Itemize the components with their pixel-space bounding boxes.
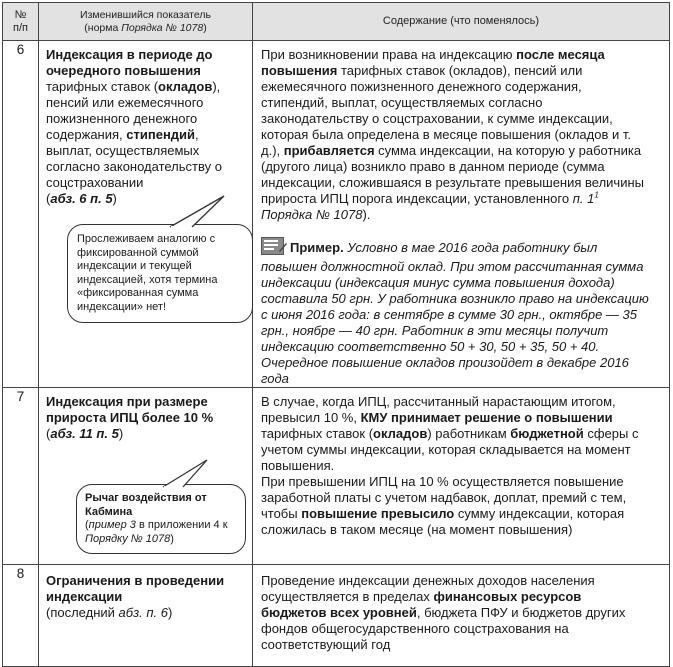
content-ref: п. 1 bbox=[572, 191, 595, 206]
indicator-bold-title: Индексация в периоде до очередного повышения bbox=[46, 47, 213, 78]
analogy-callout bbox=[67, 224, 253, 323]
content-text-part: , бюджета ПФУ и бюджетов других фондов общегосударственного соцстрахования на соответствующий год bbox=[261, 605, 626, 652]
row-content bbox=[253, 41, 670, 388]
callout-text: Прослеживаем аналогию с фиксированной суммой индексации и текущей индексацией, хотя термина «фиксированная сумма индексации» нет! bbox=[77, 233, 218, 313]
callout-bold-text: Рычаг воздействия от Кабмина bbox=[85, 492, 207, 518]
example-block bbox=[261, 237, 651, 387]
content-bold-part: финансовых ресурсов бюджетов всех уровней bbox=[261, 589, 582, 620]
header-indicator bbox=[39, 3, 253, 41]
row-content bbox=[253, 565, 670, 667]
content-text-part: При превышении ИПЦ на 10 % осуществляется повышение заработной платы с учетом надбавок, доплат, премий с тем, чтобы bbox=[261, 474, 627, 521]
ref-paren: ( bbox=[46, 191, 51, 206]
callout-tail bbox=[161, 458, 211, 488]
indicator-text-part: ) bbox=[167, 605, 173, 620]
table-row bbox=[3, 565, 670, 667]
content-bold-part: прибавляется bbox=[283, 143, 375, 158]
content-bold-part: после месяца повышения bbox=[261, 47, 605, 78]
indicator-text-part: (последний bbox=[46, 605, 119, 620]
header-indicator-line2 bbox=[43, 22, 248, 35]
content-text-part: ). bbox=[362, 207, 371, 222]
content-ref-sup: 1 bbox=[594, 190, 599, 200]
indicator-text-part: тарифных ставок ( bbox=[46, 79, 159, 94]
indicator-text-part: ), пенсий или ежемесячного пожизненного денежного содержания, bbox=[46, 79, 221, 142]
content-text-part: сумму индексации, которая сложилась в таком месяце (на момент повышения) bbox=[261, 506, 625, 537]
header-indicator-line1: Изменившийся показатель bbox=[80, 8, 211, 21]
callout-italic-part: Порядку № 1078 bbox=[85, 532, 171, 545]
indicator-bold-title: Ограничения в проведении индексации bbox=[46, 573, 225, 604]
content-text-part: Проведение индексации денежных доходов населения осуществляется в пределах bbox=[261, 573, 595, 604]
content-bold-part: КМУ принимает решение о повышении bbox=[360, 410, 613, 425]
indicator-text bbox=[46, 47, 242, 207]
table-row bbox=[3, 41, 670, 388]
row-content bbox=[253, 388, 670, 565]
ref-paren: ( bbox=[46, 426, 51, 441]
indicator-bold-title: Индексация при размере прироста ИПЦ более 10 % bbox=[46, 394, 214, 425]
header-num-line1: № bbox=[14, 8, 27, 21]
content-text-part: тарифных ставок ( bbox=[261, 426, 374, 441]
callout-text-part: ( bbox=[85, 519, 89, 531]
content-paragraph bbox=[261, 573, 641, 653]
row-indicator bbox=[39, 565, 253, 667]
indicator-ref: абз. 11 п. 5 bbox=[50, 426, 119, 441]
content-text-part: При возникновении права на индексацию bbox=[261, 47, 517, 62]
content-paragraph bbox=[261, 47, 651, 223]
callout-italic-part: пример 3 bbox=[88, 519, 136, 531]
content-bold-part: окладов bbox=[373, 426, 428, 441]
callout-text-part: в приложении 4 к bbox=[135, 519, 228, 531]
content-bold-part: повышение превысило bbox=[301, 506, 455, 521]
content-paragraph bbox=[261, 474, 651, 538]
notepad-icon bbox=[261, 237, 287, 259]
example-text: Условно в мае 2016 года работнику был повышен должностной оклад. При этом рассчитанная сумма индексации (индексация минус сумма повышения дохода) составила 50 грн. У работника возникло право на индексацию с июня 2016 года: в сентябре в сумме 30 грн., октябре — 35 грн., ноябре — 40 грн. Работник в эти месяцы получит индексацию соответственно 50 + 30, 50 + 35, 50 + 40. Очередное повышение окладов произойдет в декабре 2016 года bbox=[261, 240, 649, 386]
indicator-reference bbox=[46, 426, 216, 442]
content-text-part: тарифных ставок (окладов), пенсий или ежемесячного пожизненного денежного содержания, стипендий, выплат, осуществляемых согласно законодательству о соцстраховании, к сумме индексации, которая была определена в месяце повышения (окладов и т. д.), bbox=[261, 63, 631, 158]
row-num: 8 bbox=[3, 565, 39, 667]
content-paragraph bbox=[261, 394, 651, 474]
indicator-text-part: , выплат, осуществляемых согласно законодательству о соцстраховании bbox=[46, 127, 222, 190]
ref-paren: ) bbox=[118, 426, 124, 441]
cabinet-lever-callout bbox=[76, 484, 246, 554]
indicator-bold-part: стипендий bbox=[126, 127, 196, 142]
header-indicator-suffix: ) bbox=[203, 21, 207, 34]
content-text-part: сферы с учетом суммы индексации, которая складывается на момент повышения. bbox=[261, 426, 639, 473]
header-indicator-ref: Порядка № 1078 bbox=[121, 21, 204, 34]
example-label: Пример. bbox=[290, 240, 344, 255]
indicator-text bbox=[46, 573, 242, 621]
row-num: 7 bbox=[3, 388, 39, 565]
indicator-bold-part: окладов bbox=[158, 79, 213, 94]
content-text-part: В случае, когда ИПЦ, рассчитанный нарастающим итогом, превысил 10 %, bbox=[261, 394, 616, 425]
callout-tail bbox=[168, 194, 228, 228]
content-text-part: сумма индексации, на которую у работника (другого лица) возникло право в данном периоде (сумма индексации, сложившаяся в результате превышения величины прироста ИПЦ порога индексации, установленного bbox=[261, 143, 644, 206]
content-text-part: ) работникам bbox=[427, 426, 511, 441]
callout-text-part: ) bbox=[170, 532, 174, 545]
ref-paren: ) bbox=[112, 191, 117, 206]
indicator-ref: абз. п. 6 bbox=[118, 605, 168, 620]
row-num: 6 bbox=[3, 41, 39, 388]
content-bold-part: бюджетной bbox=[510, 426, 584, 441]
indexation-table bbox=[2, 2, 670, 667]
header-num bbox=[3, 3, 39, 41]
header-num-line2: п/п bbox=[13, 21, 28, 34]
content-ref: Порядка № 1078 bbox=[261, 207, 363, 222]
indicator-ref: абз. 6 п. 5 bbox=[50, 191, 113, 206]
header-indicator-prefix: (норма bbox=[84, 21, 122, 34]
table-header-row bbox=[3, 3, 670, 41]
indicator-text bbox=[46, 394, 216, 442]
header-content: Содержание (что поменялось) bbox=[253, 3, 670, 41]
callout-ref-text bbox=[85, 519, 237, 546]
indicator-reference bbox=[46, 605, 242, 621]
